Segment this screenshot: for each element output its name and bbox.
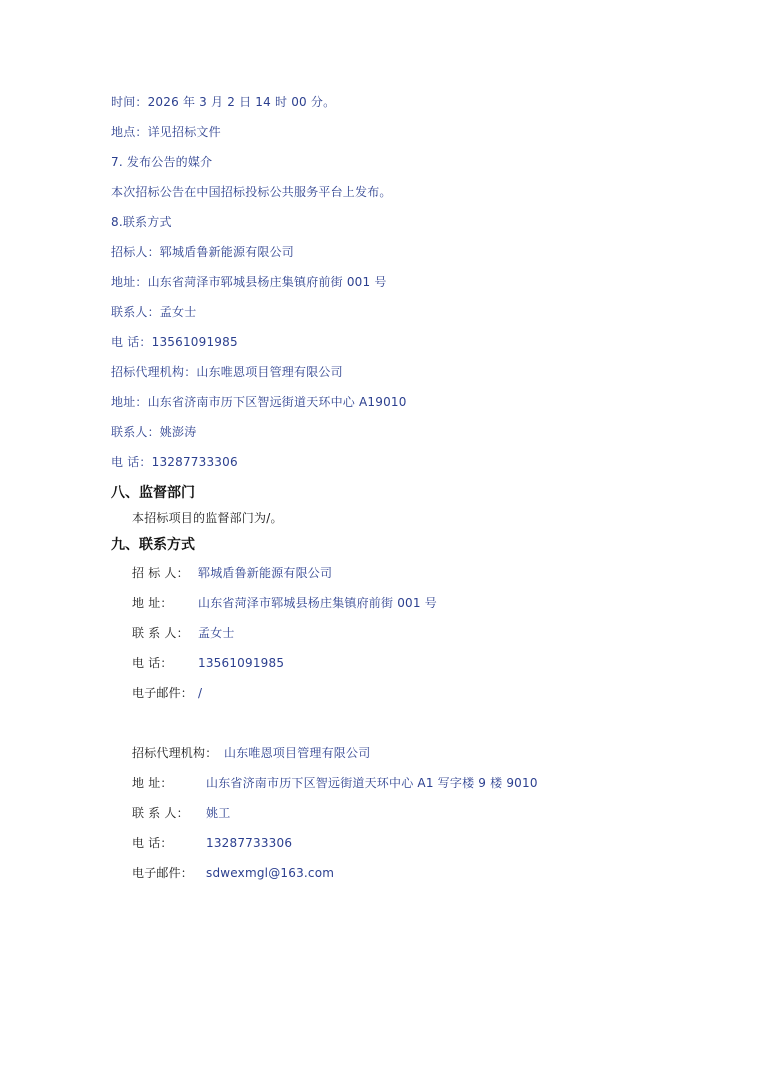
- contact-agency-label: 招标代理机构：: [132, 746, 218, 760]
- contact-agency-person-label: 联 系 人：: [132, 806, 189, 820]
- contact-tenderer-phone-row: [132, 655, 284, 671]
- bid-opening-time: 时间：2026 年 3 月 2 日 14 时 00 分。: [111, 95, 336, 109]
- contact-agency-address-row: [132, 775, 538, 791]
- contact-agency-email-value[interactable]: sdwexmgl@163.com: [206, 866, 335, 880]
- contact-agency-phone-value: 13287733306: [206, 836, 293, 850]
- contact-tenderer-address-row: [132, 595, 437, 611]
- bid-opening-place: 地点：详见招标文件: [111, 125, 221, 139]
- section-eight-heading: 八、监督部门: [111, 485, 195, 501]
- contact-agency-person-row: [132, 805, 230, 821]
- contact-agency-email-row: [132, 865, 334, 881]
- contact-tenderer-phone-label: 电 话：: [132, 656, 173, 670]
- contact-agency-email-label: 电子邮件：: [132, 866, 194, 880]
- tenderer-phone: 电 话：13561091985: [111, 335, 238, 349]
- contact-agency-address-value: 山东省济南市历下区智远街道天环中心 A1 写字楼 9 楼 9010: [206, 776, 538, 790]
- contact-tenderer-person-label: 联 系 人：: [132, 626, 189, 640]
- contact-tenderer-phone-value: 13561091985: [198, 656, 285, 670]
- contact-tenderer-person-row: [132, 625, 235, 641]
- contact-tenderer-row: [132, 565, 332, 581]
- section-7-title: 7. 发布公告的媒介: [111, 155, 213, 169]
- tenderer-name: 招标人：郓城盾鲁新能源有限公司: [111, 245, 295, 259]
- tenderer-address: 地址：山东省菏泽市郓城县杨庄集镇府前街 001 号: [111, 275, 387, 289]
- section-7-text: 本次招标公告在中国招标投标公共服务平台上发布。: [111, 185, 392, 199]
- contact-tenderer-email-row: [132, 685, 202, 701]
- agency-phone: 电 话：13287733306: [111, 455, 238, 469]
- contact-agency-phone-row: [132, 835, 292, 851]
- tenderer-contact: 联系人：孟女士: [111, 305, 197, 319]
- contact-agency-phone-label: 电 话：: [132, 836, 173, 850]
- contact-tenderer-value: 郓城盾鲁新能源有限公司: [198, 566, 333, 580]
- contact-agency-value: 山东唯恩项目管理有限公司: [224, 746, 371, 760]
- contact-agency-person-value: 姚工: [206, 806, 231, 820]
- section-8-title: 8.联系方式: [111, 215, 172, 229]
- contact-agency-address-label: 地 址：: [132, 776, 173, 790]
- agency-contact: 联系人：姚澎涛: [111, 425, 197, 439]
- contact-tenderer-person-value: 孟女士: [198, 626, 235, 640]
- section-eight-text: 本招标项目的监督部门为/。: [132, 511, 283, 525]
- contact-tenderer-email-value: /: [198, 686, 203, 700]
- contact-tenderer-label: 招 标 人：: [132, 566, 189, 580]
- contact-agency-row: [132, 745, 370, 761]
- agency-name: 招标代理机构：山东唯恩项目管理有限公司: [111, 365, 343, 379]
- section-nine-heading: 九、联系方式: [111, 537, 195, 553]
- agency-address: 地址：山东省济南市历下区智远街道天环中心 A19010: [111, 395, 407, 409]
- contact-tenderer-address-value: 山东省菏泽市郓城县杨庄集镇府前街 001 号: [198, 596, 437, 610]
- contact-tenderer-email-label: 电子邮件：: [132, 686, 194, 700]
- contact-tenderer-address-label: 地 址：: [132, 596, 173, 610]
